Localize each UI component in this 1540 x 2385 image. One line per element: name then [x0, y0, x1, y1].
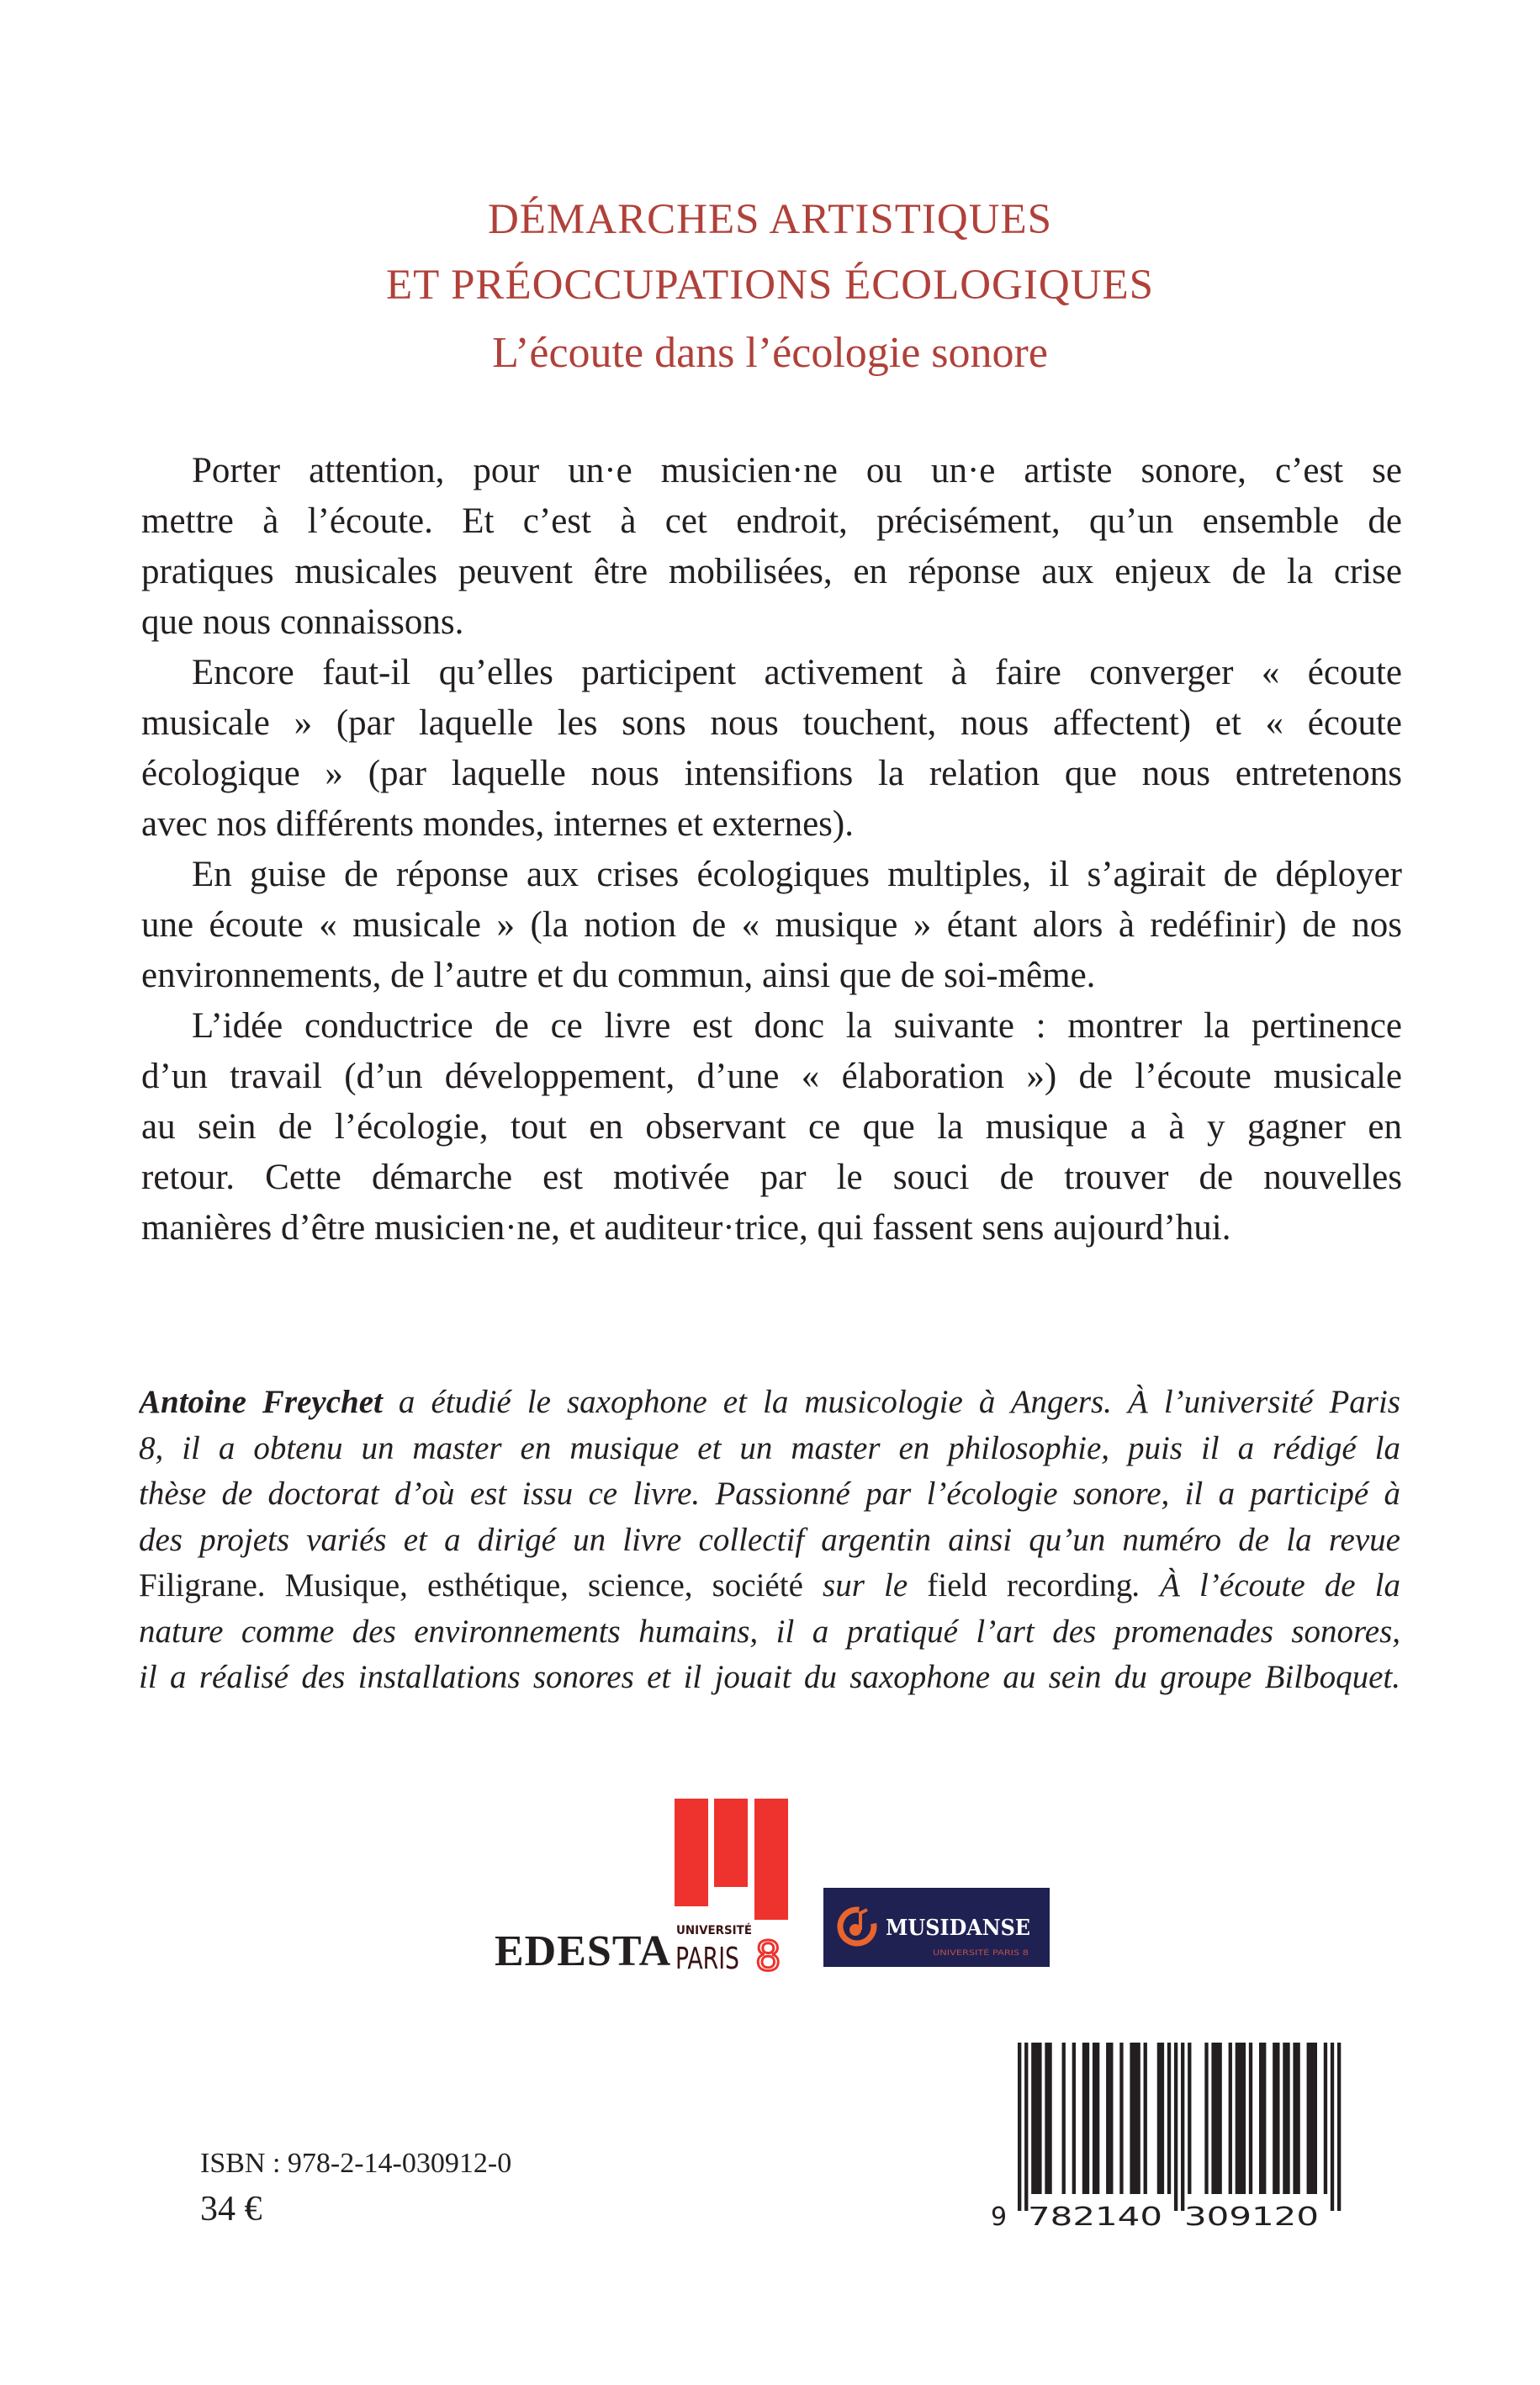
barcode-bar: [1218, 2043, 1221, 2194]
book-title-line-1: DÉMARCHES ARTISTIQUES: [487, 196, 1053, 243]
music-note-stem-icon: [860, 1910, 867, 1930]
price-label: 34 €: [200, 2190, 262, 2229]
barcode-bar: [1307, 2043, 1310, 2194]
barcode-digits: [991, 2202, 1319, 2232]
barcode-bar: [1242, 2043, 1246, 2194]
blurb-paragraph: [141, 1001, 1402, 1253]
barcode-bar: [1296, 2043, 1299, 2194]
blurb-line: avec nos différents mondes, internes et externes).: [141, 804, 854, 844]
barcode-guard-bar: [1331, 2043, 1334, 2211]
bio-line: il a réalisé des installations sonores et il jouait du saxophone au sein du groupe Bilboquet.: [139, 1659, 1400, 1695]
barcode-bar: [1204, 2043, 1208, 2194]
barcode-bar: [1293, 2043, 1296, 2194]
barcode-bar: [1283, 2043, 1286, 2194]
paris8-bar-2: [714, 1799, 748, 1887]
paris8-number-text: 8: [755, 1933, 781, 1978]
bio-line: [139, 1380, 1400, 1426]
blurb-line: En guise de réponse aux crises écologiques multiples, il s’agirait de déployer: [192, 855, 1402, 894]
blurb-paragraph: [141, 648, 1402, 850]
blurb-line: environnements, de l’autre et du commun, ainsi que de soi-même.: [141, 956, 1096, 995]
barcode-bar: [1188, 2043, 1191, 2194]
barcode-bar: [1045, 2043, 1048, 2194]
barcode-bar: [1157, 2043, 1161, 2194]
paris8-universite-text: UNIVERSITÉ: [676, 1924, 755, 1937]
barcode-bar: [1259, 2043, 1262, 2194]
musidanse-name-text: MUSIDANSE: [886, 1916, 1030, 1941]
bio-line: des projets variés et a dirigé un livre collectif argentin ainsi qu’un numéro de la revue: [139, 1521, 1400, 1558]
edesta-logo: EDESTA: [495, 1927, 672, 1975]
blurb-line: pratiques musicales peuvent être mobilisées, en réponse aux enjeux de la crise: [141, 552, 1402, 591]
isbn-label: ISBN : 978-2-14-030912-0: [200, 2148, 512, 2179]
barcode-bar: [1167, 2043, 1171, 2194]
bio-line: nature comme des environnements humains, il a pratiqué l’art des promenades sonores,: [139, 1613, 1400, 1650]
blurb-line: d’un travail (d’un développement, d’une « élaboration ») de l’écoute musicale: [141, 1057, 1402, 1096]
book-title-line-2: ET PRÉOCCUPATIONS ÉCOLOGIQUES: [385, 262, 1155, 309]
blurb-line: au sein de l’écologie, tout en observant ce que la musique a à y gagner en: [141, 1107, 1402, 1147]
blurb-line: L’idée conductrice de ce livre est donc la suivante : montrer la pertinence: [192, 1006, 1402, 1046]
barcode-bar: [1133, 2043, 1136, 2194]
blurb-paragraph: [141, 850, 1402, 1001]
bio-line: thèse de doctorat d’où est issu ce livre. Passionné par l’écologie sonore, il a participé à: [139, 1476, 1400, 1512]
paris8-name-text: PARIS: [675, 1942, 739, 1976]
barcode-bar: [1249, 2043, 1252, 2194]
barcode-bar: [1062, 2043, 1066, 2194]
barcode-digits-right: 309120: [1184, 2202, 1319, 2232]
barcode-bar: [1161, 2043, 1164, 2194]
blurb-line: retour. Cette démarche est motivée par le souci de trouver de nouvelles: [141, 1158, 1402, 1197]
barcode-bar: [1144, 2043, 1147, 2194]
musidanse-logo: [823, 1888, 1050, 1967]
barcode-bar: [1236, 2043, 1239, 2194]
blurb-line: que nous connaissons.: [141, 602, 464, 642]
barcode-bar: [1031, 2043, 1035, 2194]
book-subtitle: L’écoute dans l’écologie sonore: [492, 329, 1048, 377]
back-cover-blurb: [141, 446, 1402, 1253]
barcode-bar: [1038, 2043, 1041, 2194]
blurb-paragraph: [141, 446, 1402, 648]
musidanse-sub-text: UNIVERSITÉ PARIS 8: [933, 1949, 1009, 1958]
barcode-bar: [1130, 2043, 1133, 2194]
blurb-line: écologique » (par laquelle nous intensifions la relation que nous entretenons: [141, 754, 1402, 793]
barcode-guard-bar: [1018, 2043, 1021, 2211]
barcode-bar: [1211, 2043, 1215, 2194]
author-name: Antoine Freychet: [139, 1384, 383, 1420]
barcode-digits-left: 782140: [1028, 2202, 1162, 2232]
bio-text: sur le: [802, 1567, 928, 1603]
musidanse-logo-art: [823, 1888, 1050, 1967]
barcode-guard-bar: [1337, 2043, 1341, 2211]
barcode-bar: [1286, 2043, 1289, 2194]
blurb-line: mettre à l’écoute. Et c’est à cet endroit, précisément, qu’un ensemble de: [141, 501, 1402, 541]
barcode-bar: [1314, 2043, 1317, 2194]
universite-paris-8-logo: [671, 1797, 797, 1978]
barcode-bar: [1106, 2043, 1109, 2194]
barcode-digit-first: 9: [991, 2202, 1008, 2232]
barcode-bar: [1109, 2043, 1113, 2194]
barcode-bar: [1273, 2043, 1276, 2194]
barcode-guard-bar: [1024, 2043, 1028, 2211]
blurb-line: Encore faut-il qu’elles participent activement à faire converger « écoute: [192, 653, 1402, 692]
barcode-bar: [1136, 2043, 1140, 2194]
barcode-bar: [1093, 2043, 1096, 2194]
barcode-bar: [1035, 2043, 1038, 2194]
author-bio: [139, 1380, 1400, 1701]
barcode-bar: [1086, 2043, 1089, 2194]
barcode-guard-bar: [1181, 2043, 1184, 2211]
field-recording-term: field recording: [927, 1567, 1133, 1603]
barcode-bar: [1310, 2043, 1314, 2194]
blurb-line: musicale » (par laquelle les sons nous touchent, nous affectent) et « écoute: [141, 703, 1402, 743]
barcode-bar: [1239, 2043, 1242, 2194]
barcode-bar: [1229, 2043, 1232, 2194]
paris8-bar-3: [754, 1799, 788, 1920]
bio-line: 8, il a obtenu un master en musique et un master en philosophie, puis il a rédigé la: [139, 1429, 1400, 1466]
blurb-line: Porter attention, pour un·e musicien·ne ou un·e artiste sonore, c’est se: [192, 451, 1402, 490]
bio-line: [139, 1563, 1400, 1609]
barcode-bar: [1119, 2043, 1123, 2194]
barcode-bar: [1096, 2043, 1099, 2194]
bio-text: a étudié le saxophone et la musicologie à Angers. À l’université Paris: [382, 1384, 1400, 1420]
bio-text: . À l’écoute de la: [1132, 1567, 1400, 1603]
barcode-bars: [1018, 2043, 1341, 2211]
journal-title: Filigrane. Musique, esthétique, science, société: [139, 1567, 803, 1603]
barcode-bar: [1082, 2043, 1086, 2194]
barcode-bar: [1276, 2043, 1279, 2194]
barcode-bar: [1262, 2043, 1266, 2194]
barcode-bar: [1072, 2043, 1076, 2194]
paris8-bar-1: [675, 1799, 708, 1906]
blurb-line: une écoute « musicale » (la notion de « musique » étant alors à redéfinir) de nos: [141, 905, 1402, 945]
book-title-block: [0, 187, 1540, 387]
blurb-line: manières d’être musicien·ne, et auditeur·trice, qui fassent sens aujourd’hui.: [141, 1208, 1231, 1248]
barcode-guard-bar: [1174, 2043, 1177, 2211]
barcode-bar: [1048, 2043, 1051, 2194]
barcode-bar: [1324, 2043, 1327, 2194]
ean13-barcode: [989, 2041, 1351, 2234]
barcode-bar: [1215, 2043, 1218, 2194]
